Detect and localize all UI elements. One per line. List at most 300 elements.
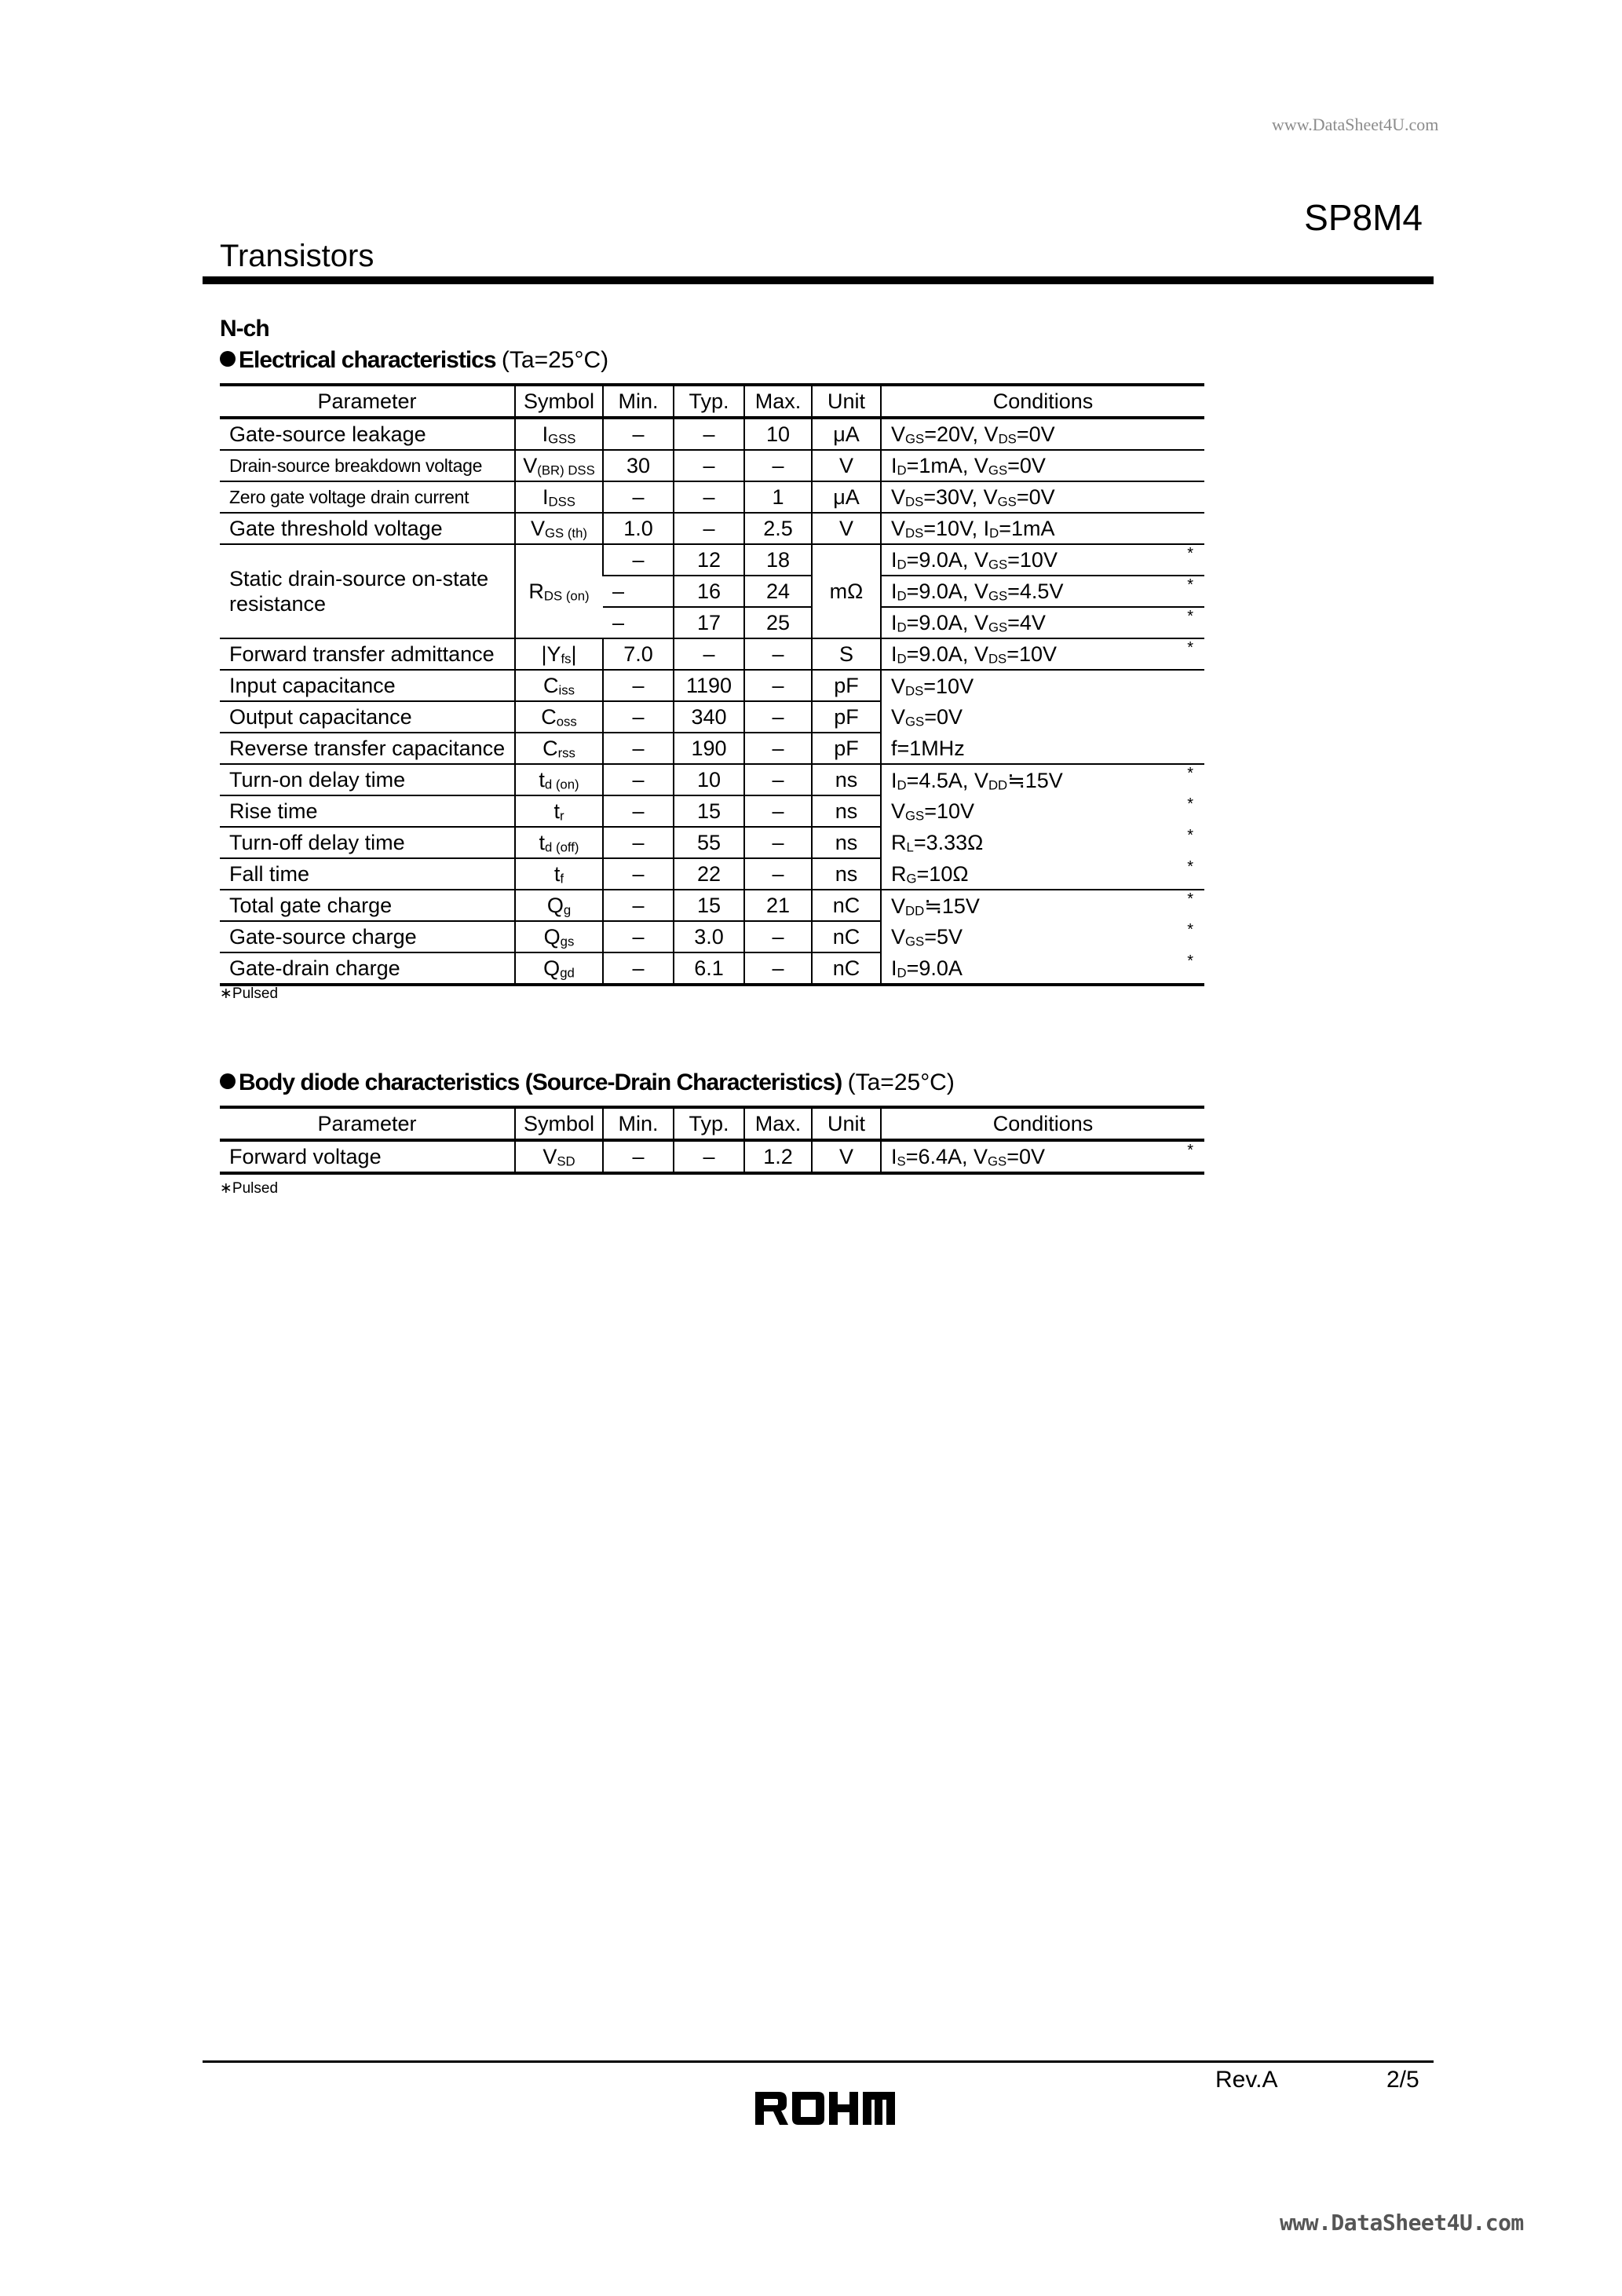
cond-var: V bbox=[984, 422, 999, 446]
symbol-cell bbox=[515, 764, 603, 795]
symbol-main: C bbox=[542, 737, 558, 760]
max-cell: – bbox=[744, 795, 812, 827]
max-cell: – bbox=[744, 638, 812, 670]
symbol-sub: g bbox=[563, 902, 572, 918]
cond-value: =6.4A, bbox=[905, 1145, 974, 1168]
conditions-cell bbox=[881, 858, 1204, 890]
cond-sub: GS bbox=[988, 588, 1008, 604]
typ-cell: 15 bbox=[674, 890, 744, 921]
min-cell: – bbox=[603, 858, 674, 890]
min-cell: 30 bbox=[603, 450, 674, 481]
body-diode-title: Body diode characteristics (Source-Drain Characteristics) bbox=[239, 1069, 842, 1095]
cond-var: I bbox=[891, 768, 897, 792]
pulsed-footnote: ∗Pulsed bbox=[220, 985, 279, 1002]
cond-var: I bbox=[891, 642, 897, 666]
cond-value: =0V bbox=[1016, 485, 1055, 509]
cond-sub: GS bbox=[905, 934, 925, 949]
parameter-cell: Reverse transfer capacitance bbox=[220, 733, 515, 764]
cond-var: I bbox=[891, 611, 897, 634]
table-row bbox=[220, 952, 1204, 985]
parameter-cell: Fall time bbox=[220, 858, 515, 890]
cond-value: ≒15V bbox=[924, 894, 980, 918]
symbol-sub: GSS bbox=[548, 431, 576, 447]
symbol-sub: d (on) bbox=[544, 777, 579, 792]
typ-cell: – bbox=[674, 638, 744, 670]
symbol-sub: gd bbox=[560, 965, 575, 981]
table-row bbox=[220, 481, 1204, 513]
typ-cell: – bbox=[674, 1140, 744, 1173]
symbol-sub: d (off) bbox=[545, 839, 579, 855]
min-cell: 1.0 bbox=[603, 513, 674, 544]
unit-cell: μA bbox=[812, 481, 881, 513]
header-cell: Typ. bbox=[674, 385, 744, 418]
unit-cell: mΩ bbox=[812, 544, 881, 638]
typ-cell: – bbox=[674, 418, 744, 450]
cond-sub: D bbox=[989, 525, 999, 541]
parameter-cell: Gate-source leakage bbox=[220, 418, 515, 450]
max-cell: – bbox=[744, 701, 812, 733]
cond-var: V bbox=[974, 611, 988, 634]
max-cell: 25 bbox=[744, 607, 812, 638]
cond-value: =20V, bbox=[924, 422, 985, 446]
conditions-cell bbox=[881, 733, 1204, 764]
unit-cell: μA bbox=[812, 418, 881, 450]
conditions-cell bbox=[881, 795, 1204, 827]
cond-value: =10V, bbox=[923, 517, 984, 540]
symbol-cell bbox=[515, 890, 603, 921]
cond-sub: GS bbox=[997, 494, 1017, 510]
unit-cell: V bbox=[812, 513, 881, 544]
symbol-cell bbox=[515, 450, 603, 481]
rohm-logo bbox=[755, 2089, 895, 2128]
typ-cell: – bbox=[674, 450, 744, 481]
max-cell: 18 bbox=[744, 544, 812, 576]
max-cell: – bbox=[744, 858, 812, 890]
typ-cell: – bbox=[674, 513, 744, 544]
symbol-sub: oss bbox=[556, 714, 577, 729]
bullet-icon bbox=[220, 1073, 236, 1089]
cond-var: V bbox=[974, 579, 988, 603]
unit-cell: V bbox=[812, 1140, 881, 1173]
cond-value: =9.0A bbox=[906, 956, 963, 980]
conditions-cell bbox=[881, 670, 1204, 701]
symbol-main: t bbox=[553, 862, 561, 886]
header-cell: Max. bbox=[744, 1107, 812, 1140]
min-cell: – bbox=[603, 890, 674, 921]
header-cell: Parameter bbox=[220, 1107, 515, 1140]
pulsed-marker: * bbox=[1187, 827, 1193, 844]
header-cell: Unit bbox=[812, 385, 881, 418]
unit-cell: ns bbox=[812, 827, 881, 858]
symbol-cell bbox=[515, 481, 603, 513]
conditions-cell bbox=[881, 764, 1204, 795]
cond-sub: D bbox=[897, 651, 907, 667]
table-row bbox=[220, 418, 1204, 450]
typ-cell: 16 bbox=[674, 576, 744, 607]
max-cell: 10 bbox=[744, 418, 812, 450]
max-cell: – bbox=[744, 827, 812, 858]
parameter-cell: Forward transfer admittance bbox=[220, 638, 515, 670]
table-row bbox=[220, 670, 1204, 701]
body-diode-table bbox=[220, 1106, 1204, 1175]
header-cell: Unit bbox=[812, 1107, 881, 1140]
conditions-cell bbox=[881, 952, 1204, 985]
header-cell: Symbol bbox=[515, 385, 603, 418]
conditions-cell bbox=[881, 607, 1204, 638]
symbol-main: V bbox=[531, 517, 546, 540]
pulsed-marker: * bbox=[1187, 795, 1193, 813]
unit-cell: nC bbox=[812, 921, 881, 952]
unit-cell: S bbox=[812, 638, 881, 670]
cond-value: =0V bbox=[1007, 454, 1046, 477]
cond-var: V bbox=[974, 768, 988, 792]
cond-var: R bbox=[891, 831, 907, 854]
cond-value: =4.5A, bbox=[906, 768, 974, 792]
table-row bbox=[220, 858, 1204, 890]
cond-value: =10Ω bbox=[916, 861, 969, 886]
symbol-cell bbox=[515, 921, 603, 952]
symbol-cell bbox=[515, 1140, 603, 1173]
typ-cell: 55 bbox=[674, 827, 744, 858]
cond-sub: GS bbox=[905, 714, 925, 729]
category-title: Transistors bbox=[220, 239, 374, 273]
unit-cell: ns bbox=[812, 858, 881, 890]
cond-var: V bbox=[974, 548, 988, 572]
pulsed-marker: * bbox=[1187, 858, 1193, 876]
symbol-sub: (BR) DSS bbox=[537, 462, 595, 478]
parameter-cell: Total gate charge bbox=[220, 890, 515, 921]
symbol-cell bbox=[515, 733, 603, 764]
symbol-cell bbox=[515, 418, 603, 450]
cond-sub: D bbox=[897, 588, 907, 604]
cond-sub: DS bbox=[905, 494, 924, 510]
cond-sub: G bbox=[906, 871, 917, 886]
page-number: 2/5 bbox=[1386, 2067, 1419, 2093]
cond-sub: DD bbox=[905, 903, 925, 918]
max-cell: – bbox=[744, 450, 812, 481]
table-row bbox=[220, 827, 1204, 858]
min-cell: – bbox=[603, 701, 674, 733]
symbol-sub: f bbox=[560, 871, 564, 887]
symbol-main: t bbox=[539, 768, 545, 792]
cond-sub: D bbox=[897, 620, 907, 635]
unit-cell: ns bbox=[812, 764, 881, 795]
bullet-icon bbox=[220, 351, 236, 367]
parameter-cell: Gate threshold voltage bbox=[220, 513, 515, 544]
symbol-cell bbox=[515, 795, 603, 827]
parameter-cell: Drain-source breakdown voltage bbox=[220, 450, 515, 481]
table-row bbox=[220, 890, 1204, 921]
conditions-cell bbox=[881, 1140, 1204, 1173]
parameter-cell: Input capacitance bbox=[220, 670, 515, 701]
cond-value: =3.33Ω bbox=[913, 831, 984, 854]
cond-var: V bbox=[891, 485, 906, 509]
symbol-cell bbox=[515, 952, 603, 985]
table-row bbox=[220, 733, 1204, 764]
header-cell: Symbol bbox=[515, 1107, 603, 1140]
symbol-sub: GS (th) bbox=[545, 525, 587, 541]
channel-label: N-ch bbox=[220, 316, 269, 342]
cond-sub: D bbox=[897, 965, 907, 980]
cond-sub: GS bbox=[988, 620, 1008, 635]
max-cell: 21 bbox=[744, 890, 812, 921]
watermark-bottom: www.DataSheet4U.com bbox=[1280, 2210, 1524, 2236]
table-header-row bbox=[220, 385, 1204, 418]
cond-value: =1mA bbox=[999, 517, 1055, 540]
pulsed-marker: * bbox=[1187, 1142, 1193, 1159]
conditions-cell bbox=[881, 513, 1204, 544]
symbol-sub: SD bbox=[557, 1153, 575, 1169]
cond-value: =10V bbox=[1006, 642, 1058, 666]
unit-cell: nC bbox=[812, 952, 881, 985]
header-rule bbox=[203, 276, 1434, 284]
symbol-main: C bbox=[543, 674, 559, 697]
cond-var: V bbox=[891, 894, 906, 918]
min-cell: – bbox=[603, 576, 674, 607]
table-row bbox=[220, 764, 1204, 795]
cond-value: =5V bbox=[924, 925, 963, 949]
conditions-cell bbox=[881, 890, 1204, 921]
parameter-cell: Gate-source charge bbox=[220, 921, 515, 952]
table-row bbox=[220, 450, 1204, 481]
table-row bbox=[220, 795, 1204, 827]
unit-cell: ns bbox=[812, 795, 881, 827]
min-cell: – bbox=[603, 607, 674, 638]
symbol-sub: r bbox=[559, 808, 564, 824]
cond-sub: DD bbox=[988, 777, 1008, 792]
table-row bbox=[220, 1140, 1204, 1173]
body-diode-heading bbox=[220, 1069, 955, 1096]
cond-value: =30V, bbox=[923, 485, 984, 509]
cond-var: V bbox=[891, 925, 906, 949]
unit-cell: nC bbox=[812, 890, 881, 921]
cond-var: V bbox=[974, 642, 988, 666]
min-cell: – bbox=[603, 921, 674, 952]
cond-sub: GS bbox=[905, 808, 925, 824]
symbol-after: | bbox=[571, 642, 577, 666]
symbol-main: I bbox=[542, 485, 549, 509]
symbol-main: I bbox=[542, 422, 549, 446]
typ-cell: 1190 bbox=[674, 670, 744, 701]
cond-sub: GS bbox=[988, 557, 1008, 572]
cond-var: I bbox=[891, 1145, 897, 1168]
cond-value: =10V bbox=[1007, 548, 1058, 572]
symbol-main: V bbox=[523, 454, 538, 477]
parameter-cell: Forward voltage bbox=[220, 1140, 515, 1173]
header-cell: Max. bbox=[744, 385, 812, 418]
cond-value: =10V bbox=[924, 799, 975, 823]
pulsed-footnote: ∗Pulsed bbox=[220, 1180, 279, 1197]
cond-var: V bbox=[891, 705, 906, 729]
symbol-sub: fs bbox=[561, 651, 572, 667]
max-cell: 24 bbox=[744, 576, 812, 607]
min-cell: – bbox=[603, 795, 674, 827]
header-cell: Parameter bbox=[220, 385, 515, 418]
parameter-cell: Turn-on delay time bbox=[220, 764, 515, 795]
body-diode-condition: (Ta=25°C) bbox=[847, 1069, 955, 1095]
cond-sub: D bbox=[897, 777, 907, 792]
revision-label: Rev.A bbox=[1215, 2067, 1278, 2093]
electrical-condition: (Ta=25°C) bbox=[501, 347, 609, 373]
conditions-cell bbox=[881, 701, 1204, 733]
typ-cell: 12 bbox=[674, 544, 744, 576]
header-cell: Min. bbox=[603, 1107, 674, 1140]
cond-var: R bbox=[891, 861, 907, 886]
table-row bbox=[220, 701, 1204, 733]
typ-cell: 22 bbox=[674, 858, 744, 890]
min-cell: – bbox=[603, 481, 674, 513]
typ-cell: 190 bbox=[674, 733, 744, 764]
cond-sub: D bbox=[897, 557, 907, 572]
table-row bbox=[220, 921, 1204, 952]
min-cell: 7.0 bbox=[603, 638, 674, 670]
max-cell: – bbox=[744, 921, 812, 952]
min-cell: – bbox=[603, 418, 674, 450]
symbol-main: Q bbox=[543, 925, 561, 949]
cond-sub: GS bbox=[988, 1153, 1007, 1169]
pulsed-marker: * bbox=[1187, 921, 1193, 938]
pulsed-marker: * bbox=[1187, 545, 1193, 562]
max-cell: 1.2 bbox=[744, 1140, 812, 1173]
symbol-cell bbox=[515, 858, 603, 890]
cond-sub: DS bbox=[905, 683, 924, 698]
typ-cell: 3.0 bbox=[674, 921, 744, 952]
unit-cell: pF bbox=[812, 670, 881, 701]
cond-var: V bbox=[891, 674, 906, 698]
symbol-main: Q bbox=[546, 894, 564, 917]
cond-value: f=1MHz bbox=[891, 736, 965, 760]
conditions-cell bbox=[881, 418, 1204, 450]
cond-var: V bbox=[974, 454, 988, 477]
symbol-sub: gs bbox=[560, 934, 575, 949]
electrical-characteristics-table bbox=[220, 383, 1204, 986]
conditions-cell bbox=[881, 544, 1204, 576]
min-cell: – bbox=[603, 764, 674, 795]
symbol-sub: iss bbox=[558, 682, 575, 698]
symbol-cell bbox=[515, 701, 603, 733]
cond-sub: D bbox=[897, 462, 907, 478]
conditions-cell bbox=[881, 638, 1204, 670]
cond-value: =9.0A, bbox=[906, 579, 974, 603]
conditions-cell bbox=[881, 576, 1204, 607]
header-cell: Conditions bbox=[881, 385, 1204, 418]
parameter-cell: Static drain-source on-state resistance bbox=[220, 544, 515, 638]
typ-cell: 10 bbox=[674, 764, 744, 795]
cond-value: =9.0A, bbox=[906, 548, 974, 572]
max-cell: 2.5 bbox=[744, 513, 812, 544]
cond-value: =10V bbox=[923, 674, 974, 698]
cond-var: I bbox=[891, 956, 897, 980]
cond-var: V bbox=[974, 1145, 988, 1168]
conditions-cell bbox=[881, 450, 1204, 481]
min-cell: – bbox=[603, 670, 674, 701]
typ-cell: – bbox=[674, 481, 744, 513]
electrical-title: Electrical characteristics bbox=[239, 347, 496, 373]
typ-cell: 17 bbox=[674, 607, 744, 638]
min-cell: – bbox=[603, 952, 674, 985]
cond-value: =0V bbox=[1016, 422, 1055, 446]
electrical-heading bbox=[220, 347, 608, 374]
symbol-cell bbox=[515, 827, 603, 858]
cond-value: =4.5V bbox=[1007, 579, 1064, 603]
min-cell: – bbox=[603, 733, 674, 764]
symbol-sub: DS (on) bbox=[543, 588, 590, 604]
symbol-cell bbox=[515, 544, 603, 638]
cond-value: =0V bbox=[1006, 1145, 1046, 1168]
typ-cell: 15 bbox=[674, 795, 744, 827]
symbol-sub: rss bbox=[557, 745, 575, 761]
pulsed-marker: * bbox=[1187, 765, 1193, 782]
min-cell: – bbox=[603, 827, 674, 858]
conditions-cell bbox=[881, 921, 1204, 952]
parameter-cell: Turn-off delay time bbox=[220, 827, 515, 858]
cond-var: I bbox=[891, 548, 897, 572]
symbol-main: Q bbox=[543, 956, 561, 980]
min-cell: – bbox=[603, 544, 674, 576]
cond-var: I bbox=[983, 517, 990, 540]
header-cell: Conditions bbox=[881, 1107, 1204, 1140]
cond-var: V bbox=[891, 799, 906, 823]
unit-cell: V bbox=[812, 450, 881, 481]
typ-cell: 340 bbox=[674, 701, 744, 733]
footer-rule bbox=[203, 2060, 1434, 2063]
max-cell: – bbox=[744, 733, 812, 764]
cond-sub: GS bbox=[905, 431, 925, 447]
symbol-main: t bbox=[553, 799, 560, 823]
cond-var: V bbox=[891, 422, 906, 446]
cond-value: =9.0A, bbox=[906, 642, 974, 666]
table-row bbox=[220, 513, 1204, 544]
max-cell: 1 bbox=[744, 481, 812, 513]
max-cell: – bbox=[744, 952, 812, 985]
cond-sub: DS bbox=[905, 525, 924, 541]
max-cell: – bbox=[744, 670, 812, 701]
parameter-cell: Gate-drain charge bbox=[220, 952, 515, 985]
cond-sub: DS bbox=[988, 651, 1007, 667]
symbol-cell bbox=[515, 638, 603, 670]
header-cell: Typ. bbox=[674, 1107, 744, 1140]
unit-cell: pF bbox=[812, 733, 881, 764]
parameter-cell: Output capacitance bbox=[220, 701, 515, 733]
min-cell: – bbox=[603, 1140, 674, 1173]
symbol-cell bbox=[515, 513, 603, 544]
pulsed-marker: * bbox=[1187, 639, 1193, 656]
pulsed-marker: * bbox=[1187, 608, 1193, 625]
cond-value: ≒15V bbox=[1007, 768, 1063, 792]
symbol-main: t bbox=[539, 831, 546, 854]
pulsed-marker: * bbox=[1187, 576, 1193, 594]
parameter-cell: Rise time bbox=[220, 795, 515, 827]
symbol-main: R bbox=[528, 579, 544, 603]
table-row bbox=[220, 638, 1204, 670]
conditions-cell bbox=[881, 481, 1204, 513]
header-cell: Min. bbox=[603, 385, 674, 418]
table-row bbox=[220, 544, 1204, 576]
pulsed-marker: * bbox=[1187, 890, 1193, 908]
pulsed-marker: * bbox=[1187, 952, 1193, 970]
parameter-cell: Zero gate voltage drain current bbox=[220, 481, 515, 513]
cond-value: =4V bbox=[1007, 611, 1046, 634]
cond-sub: GS bbox=[988, 462, 1008, 478]
cond-var: V bbox=[983, 485, 998, 509]
cond-var: I bbox=[891, 454, 897, 477]
unit-cell: pF bbox=[812, 701, 881, 733]
symbol-sub: DSS bbox=[548, 494, 575, 510]
cond-value: =9.0A, bbox=[906, 611, 974, 634]
watermark-top: www.DataSheet4U.com bbox=[1272, 115, 1439, 134]
cond-sub: DS bbox=[998, 431, 1017, 447]
cond-var: V bbox=[891, 517, 906, 540]
